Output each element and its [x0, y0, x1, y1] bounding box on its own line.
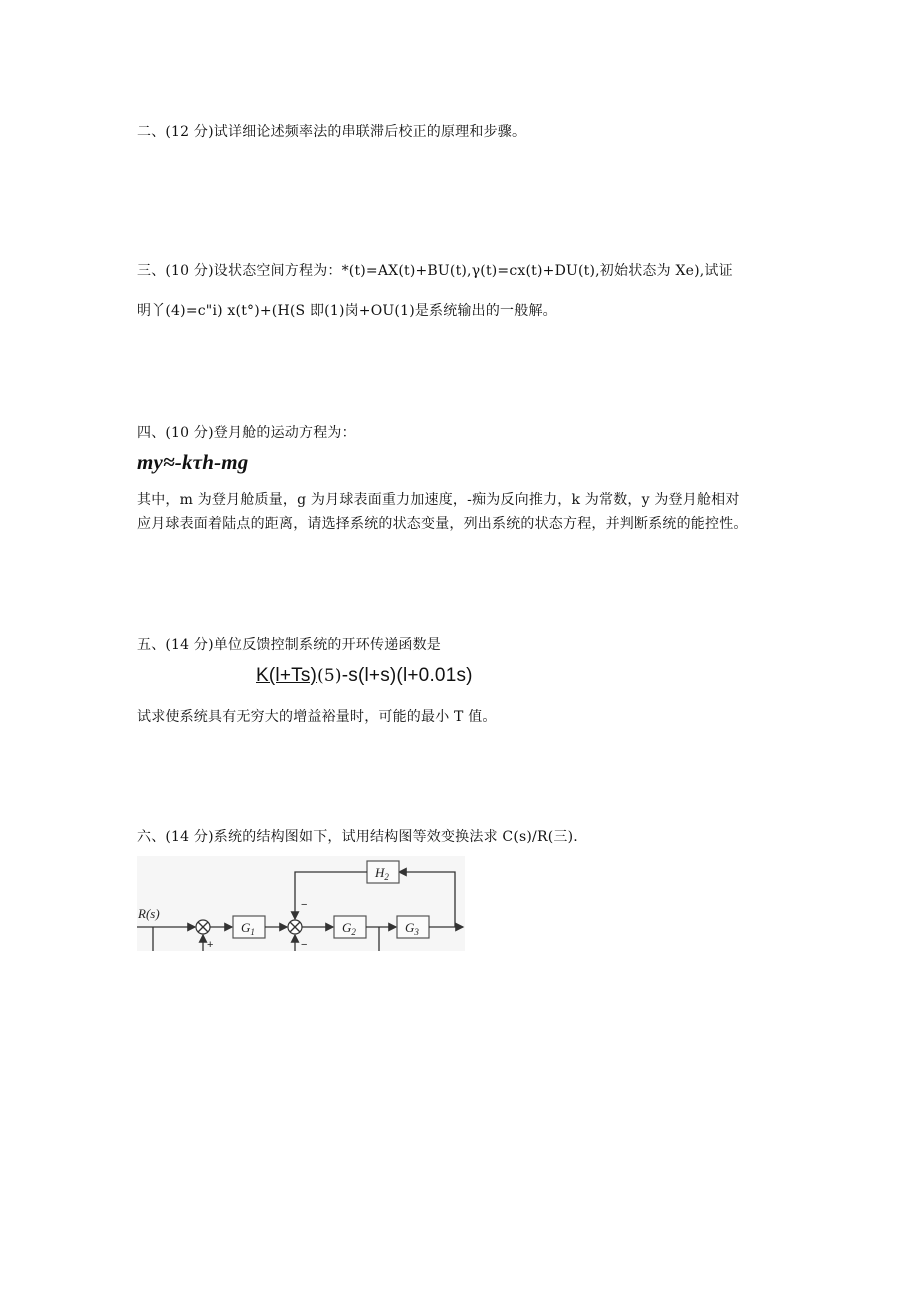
h2-subscript: 2: [384, 872, 389, 882]
sj2-top-sign: −: [301, 899, 308, 911]
g1-subscript: 1: [250, 927, 255, 937]
block-diagram-svg: [137, 856, 465, 951]
transfer-function-denominator: -s(l+s)(l+0.01s): [341, 665, 473, 686]
input-label: R(s): [138, 906, 160, 921]
question-2: 二、(12 分)试详细论述频率法的串联滞后校正的原理和步骤。: [137, 124, 527, 140]
question-4-line-2: 应月球表面着陆点的距离，请选择系统的状态变量，列出系统的状态方程，并判断系统的能控性。: [137, 516, 748, 532]
block-g2: [334, 916, 366, 938]
block-diagram: [137, 856, 465, 951]
question-4-equation: my≈-kτh-mg: [137, 450, 249, 474]
transfer-function-numerator: K(l+Ts): [256, 665, 318, 686]
question-4-header: 四、(10 分)登月舱的运动方程为：: [137, 425, 356, 441]
block-g1: [233, 916, 265, 938]
question-4-line-1: 其中，m 为登月舱质量，g 为月球表面重力加速度，-痴为反向推力，k 为常数，y 为登月舱相对: [137, 492, 740, 508]
h2-feedback-out-wire: [295, 872, 367, 919]
g1-label: G: [241, 920, 251, 935]
question-6-header: 六、(14 分)系统的结构图如下，试用结构图等效变换法求 C(s)/R(三).: [137, 829, 578, 845]
h2-label: H: [375, 865, 385, 880]
summing-junction-2: [288, 920, 302, 934]
g2-subscript: 2: [351, 927, 356, 937]
g3-label: G: [405, 920, 415, 935]
g2-label: G: [342, 920, 352, 935]
question-5-header: 五、(14 分)单位反馈控制系统的开环传递函数是: [137, 637, 441, 653]
transfer-function-marker: (5): [317, 666, 342, 686]
question-3-line-2: 明丫(4)=c"i) x(t°)+(H(S 即(1)岗+OU(1)是系统输出的一般解。: [137, 303, 557, 319]
sj1-sign: +: [207, 939, 214, 951]
question-5-line-1: 试求使系统具有无穷大的增益裕量时，可能的最小 T 值。: [137, 709, 497, 725]
block-g3: [397, 916, 429, 938]
sj2-bottom-sign: −: [301, 939, 308, 951]
g3-subscript: 3: [414, 927, 419, 937]
summing-junction-1: [196, 920, 210, 934]
question-5-transfer-function: [256, 665, 473, 687]
question-3-line-1: 三、(10 分)设状态空间方程为：*(t)=AX(t)+BU(t),γ(t)=cx(t)+DU(t),初始状态为 Xe),试证: [137, 263, 733, 279]
block-h2: [367, 861, 399, 883]
